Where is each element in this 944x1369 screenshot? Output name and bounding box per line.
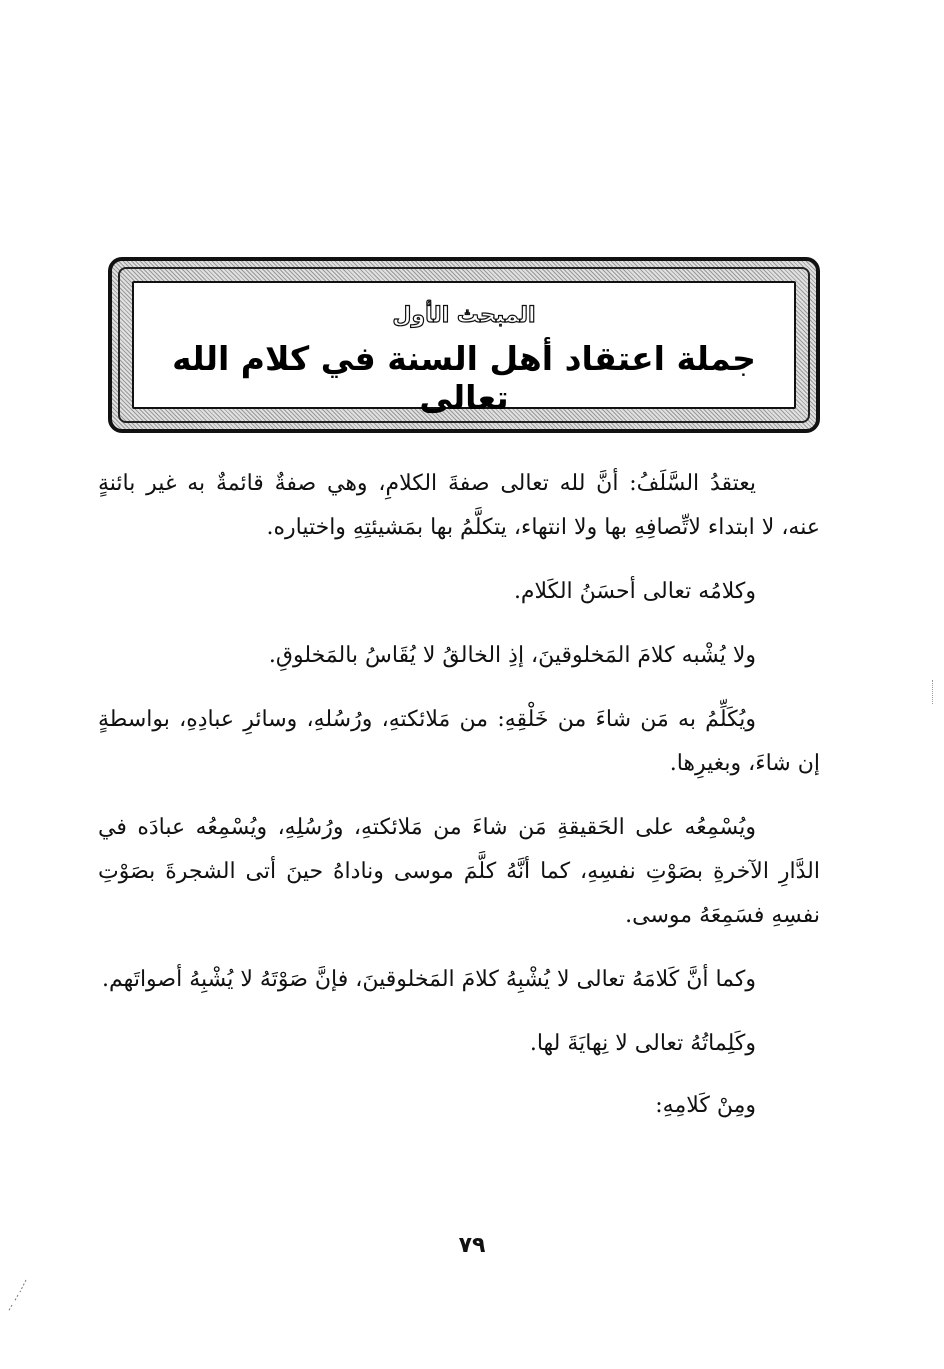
chapter-title-frame <box>108 257 820 433</box>
body-text <box>98 462 820 1146</box>
paragraph-3: ولا يُشْبه كلامَ المَخلوقينَ، إذِ الخالقُ لا يُقَاسُ بالمَخلوقِ. <box>268 643 756 668</box>
paragraph-7: وكَلِماتُهُ تعالى لا نِهايَةَ لها. <box>529 1031 756 1056</box>
paragraph-6: وكما أنَّ كَلامَهُ تعالى لا يُشْبِهُ كلامَ المَخلوقينَ، فإنَّ صَوْتَهُ لا يُشْبِهُ أصواتَهم. <box>102 967 756 992</box>
chapter-title: جملة اعتقاد أهل السنة في كلام الله تعالى <box>172 339 756 417</box>
paragraph-1: يعتقدُ السَّلَفُ: أنَّ لله تعالى صفةَ الكلامِ، وهي صفةٌ قائمةٌ به غير بائنةٍ عنه، لا ابتداء لاتِّصافِهِ بها ولا انتهاء، يتكلَّمُ بها بمَشيئتِهِ واختياره. <box>98 471 820 540</box>
section-label: المبحث الأول <box>392 303 536 328</box>
paragraph-2: وكلامُه تعالى أحسَنُ الكَلام. <box>513 579 756 604</box>
paragraph-5: ويُسْمِعُه على الحَقيقةِ مَن شاءَ من مَلائكتهِ، ورُسُلِهِ، ويُسْمِعُه عبادَه في الدَّارِ الآخرةِ بصَوْتِ نفسِهِ، كما أنَّهُ كلَّمَ موسى وناداهُ حينَ أتى الشجرةَ بصَوْتِ نفسِهِ فسَمِعَهُ موسى. <box>98 815 820 928</box>
page-number: ٧٩ <box>458 1233 486 1258</box>
paragraph-8: ومِنْ كَلامِهِ: <box>655 1093 756 1118</box>
scan-edge-mark <box>932 680 935 704</box>
chapter-title-panel <box>132 281 796 417</box>
scan-artifact-mark <box>6 1278 28 1314</box>
paragraph-4: ويُكَلِّمُ به مَن شاءَ من خَلْقِهِ: من مَلائكتهِ، ورُسُلهِ، وسائرِ عبادِهِ، بواسطةٍ إن شاءَ، وبغيرِها. <box>98 707 820 776</box>
